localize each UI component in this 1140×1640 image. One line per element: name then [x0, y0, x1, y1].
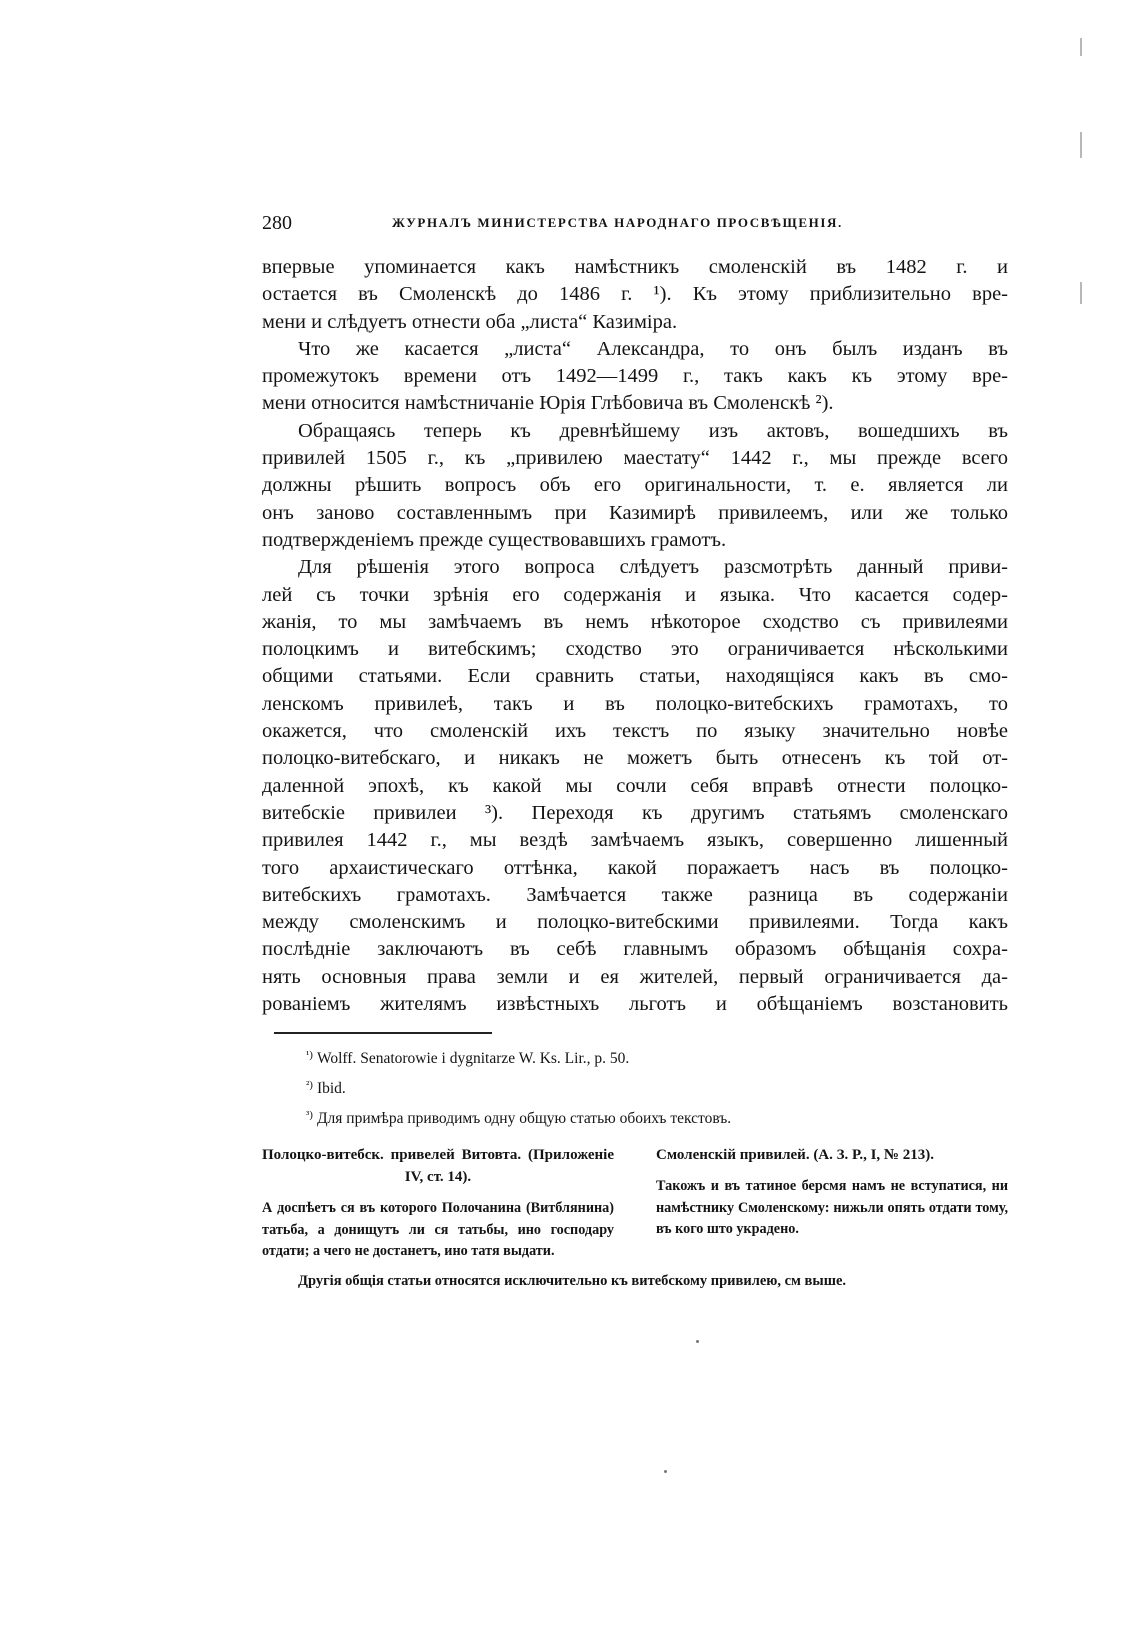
- text-line: между смоленскимъ и полоцко-витебскими привилеями. Тогда какъ: [262, 911, 1008, 934]
- text-line: полоцкимъ и витебскимъ; сходство это ограничивается нѣсколькими: [262, 638, 1008, 661]
- body-text: [262, 254, 1008, 1018]
- text-line: привилея 1442 г., мы вездѣ замѣчаемъ языкъ, совершенно лишенный: [262, 829, 1008, 852]
- text-line: того архаистическаго оттѣнка, какой поражаетъ насъ въ полоцко-: [262, 856, 1008, 879]
- polotsk-vitebsk-column: [262, 1144, 614, 1262]
- text-line: должны рѣшить вопросъ объ его оригинальности, т. е. является ли: [262, 474, 1008, 497]
- text-line: привилей 1505 г., къ „привилею маестату“ 1442 г., мы прежде всего: [262, 447, 1008, 470]
- parallel-texts: [262, 1144, 1008, 1262]
- closing-note: Другія общія статьи относятся исключительно къ витебскому привилею, см выше.: [298, 1273, 847, 1290]
- text-line: остается въ Смоленскѣ до 1486 г. ¹). Къ этому приблизительно вре-: [262, 283, 1008, 306]
- text-line: промежутокъ времени отъ 1492—1499 г., такъ какъ къ этому вре-: [262, 365, 1008, 388]
- text-line: онъ заново составленнымъ при Казимирѣ привилеемъ, или же только: [262, 501, 1008, 524]
- footnote-mark: ¹): [306, 1049, 313, 1062]
- text-line: мени и слѣдуетъ отнести оба „листа“ Казиміра.: [262, 310, 678, 333]
- footnote: [306, 1104, 1008, 1130]
- page-header: [262, 212, 1008, 236]
- text-line: витебскіе привилеи ³). Переходя къ другимъ статьямъ смоленскаго: [262, 801, 1008, 824]
- footnote-mark: ²): [306, 1079, 313, 1092]
- text-line: жанія, то мы замѣчаемъ въ немъ нѣкоторое сходство съ привилеями: [262, 610, 1008, 633]
- document-page: [262, 212, 1008, 1307]
- text-line: послѣдніе заключаютъ въ себѣ главнымъ образомъ обѣщанія сохра-: [262, 938, 1008, 961]
- text-line: Что же касается „листа“ Александра, то онъ былъ изданъ въ: [298, 337, 1008, 360]
- footnote: [306, 1074, 1008, 1100]
- text-line: подтвержденіемъ прежде существовавшихъ грамотъ.: [262, 528, 727, 551]
- column-heading: Полоцко-витебск. привелей Витовта. (Приложеніе IV, ст. 14).: [262, 1147, 614, 1186]
- smolensk-column: [656, 1144, 1008, 1262]
- scan-edge-mark: [1080, 38, 1082, 56]
- column-heading: Смоленскій привилей. (А. З. Р., I, № 213).: [656, 1147, 935, 1164]
- text-line: Обращаясь теперь къ древнѣйшему изъ актовъ, вошедшихъ въ: [298, 419, 1008, 442]
- running-head: ЖУРНАЛЪ МИНИСТЕРСТВА НАРОДНАГО ПРОСВѢЩЕНІЯ.: [392, 215, 843, 230]
- text-line: рованіемъ жителямъ извѣстныхъ льготъ и обѣщаніемъ возстановить: [262, 993, 1008, 1016]
- page-number: 280: [262, 212, 292, 234]
- text-line: даленной эпохѣ, къ какой мы сочли себя вправѣ отнести полоцко-: [262, 774, 1008, 797]
- text-line: окажется, что смоленскій ихъ текстъ по языку значительно новѣе: [262, 720, 1008, 743]
- text-line: нять основныя права земли и ея жителей, первый ограничивается да-: [262, 965, 1008, 988]
- footnotes: [262, 1044, 1008, 1130]
- text-line: ленскомъ привилеѣ, такъ и въ полоцко-витебскихъ грамотахъ, то: [262, 692, 1008, 715]
- footnote: [306, 1044, 1008, 1070]
- text-line: Для рѣшенія этого вопроса слѣдуетъ разсмотрѣть данный приви-: [298, 556, 1008, 579]
- column-text: Такожъ и въ татиное берсмя намъ не вступатися, ни намѣстнику Смоленскому: нижьли опять отдати тому, въ кого што украдено.: [656, 1178, 1008, 1237]
- column-text: А доспѣетъ ся въ которого Полочанина (Витблянина) татьба, а донищутъ ли ся татьбы, ино господару отдати; а чего не достанетъ, ино татя выдати.: [262, 1200, 614, 1259]
- text-line: витебскихъ грамотахъ. Замѣчается также разница въ содержаніи: [262, 883, 1008, 906]
- text-line: мени относится намѣстничаніе Юрія Глѣбовича въ Смоленскѣ ²).: [262, 392, 834, 415]
- text-line: лей съ точки зрѣнія его содержанія и языка. Что касается содер-: [262, 583, 1008, 606]
- text-line: общими статьями. Если сравнить статьи, находящіяся какъ въ смо-: [262, 665, 1008, 688]
- footnote-text: Ibid.: [316, 1080, 346, 1098]
- footnote-rule: [274, 1032, 492, 1034]
- text-line: полоцко-витебскаго, и никакъ не можетъ быть отнесенъ къ той от-: [262, 747, 1008, 770]
- scan-edge-mark: [1080, 282, 1082, 304]
- text-line: впервые упоминается какъ намѣстникъ смоленскій въ 1482 г. и: [262, 256, 1008, 278]
- footnote-text: Для примѣра приводимъ одну общую статью обоихъ текстовъ.: [316, 1110, 732, 1128]
- footnote-text: Wolff. Senatorowie i dygnitarze W. Ks. Lir., p. 50.: [316, 1050, 630, 1068]
- scan-speck: [696, 1340, 699, 1343]
- scan-speck: [664, 1470, 667, 1473]
- footnote-mark: ³): [306, 1109, 313, 1122]
- scan-edge-mark: [1080, 132, 1082, 158]
